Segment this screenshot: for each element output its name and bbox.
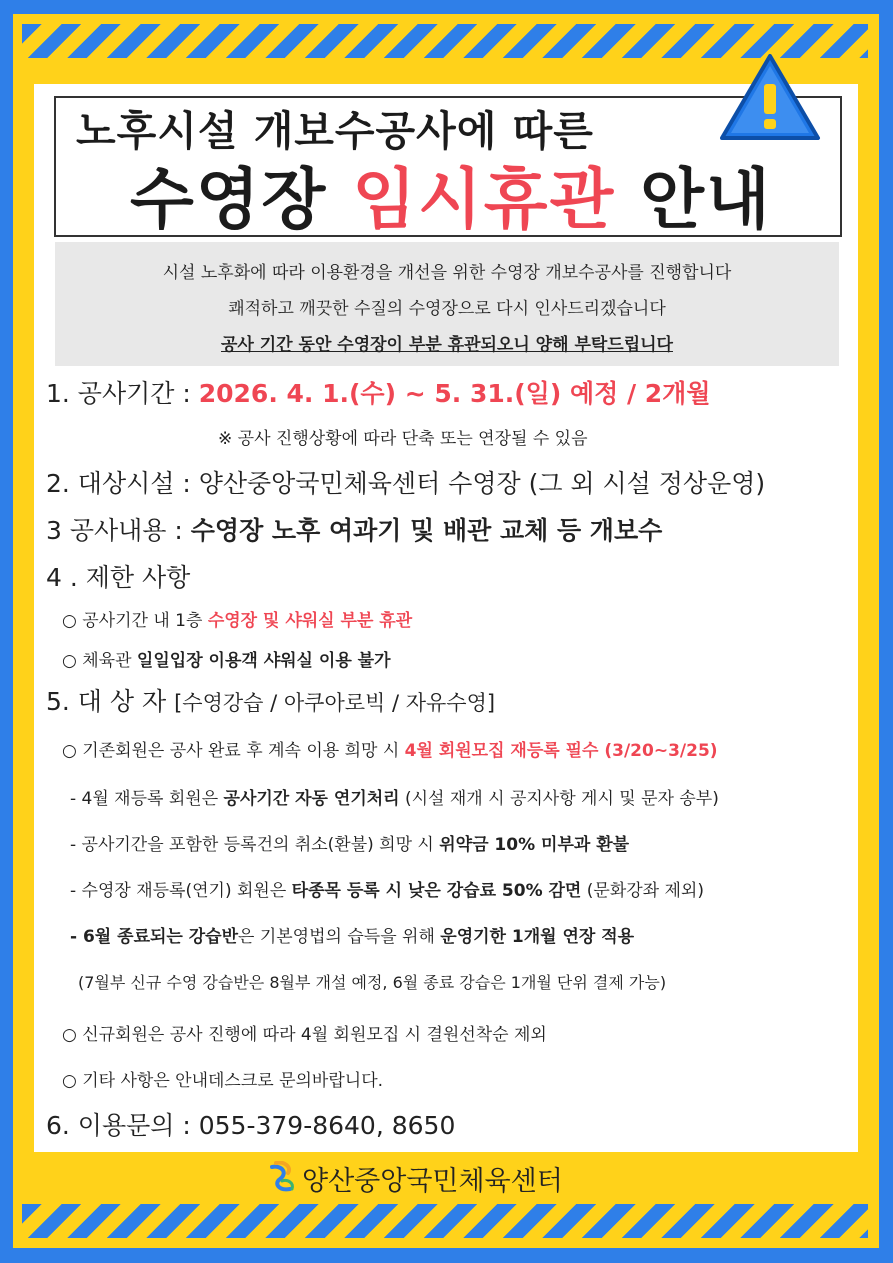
contact-value: 055-379-8640, 8650	[198, 1111, 456, 1140]
targets-row	[46, 682, 495, 718]
detail-1-note: (시설 재개 시 공지사항 게시 및 문자 송부)	[405, 789, 719, 809]
etc-row: ○ 기타 사항은 안내데스크로 문의바랍니다.	[62, 1071, 384, 1091]
contact-row	[46, 1106, 455, 1142]
restriction-item-2-highlight: 일일입장 이용객 샤워실 이용 불가	[136, 651, 391, 671]
content-value: 수영장 노후 여과기 및 배관 교체 등 개보수	[190, 516, 663, 545]
detail-3-text: - 수영장 재등록(연기) 회원은	[70, 881, 287, 901]
title-line-2	[130, 146, 772, 241]
new-members-row: ○ 신규회원은 공사 진행에 따라 4월 회원모집 시 결원선착순 제외	[62, 1025, 547, 1045]
center-logo-icon	[268, 1161, 296, 1195]
intro-line-1: 시설 노후화에 따라 이용환경을 개선을 위한 수영장 개보수공사를 진행합니다	[162, 263, 732, 283]
detail-row-4	[70, 922, 634, 947]
title-highlight: 임시휴관	[352, 161, 616, 238]
intro-line-2: 쾌적하고 깨끗한 수질의 수영장으로 다시 인사드리겠습니다	[228, 299, 666, 319]
contact-label: 6. 이용문의 :	[46, 1111, 191, 1140]
intro-box	[55, 242, 839, 366]
content-row	[46, 511, 662, 547]
content-label: 3 공사내용 :	[46, 516, 183, 545]
existing-members-highlight: 4월 회원모집 재등록 필수 (3/20~3/25)	[404, 741, 718, 761]
title-word-pool: 수영장	[130, 161, 328, 238]
detail-2-highlight: 위약금 10% 미부과 환불	[439, 835, 630, 855]
detail-1-highlight: 공사기간 자동 연기처리	[223, 789, 400, 809]
detail-row-1	[70, 784, 719, 809]
detail-3-highlight: 타종목 등록 시 낮은 강습료 50% 감면	[291, 881, 582, 901]
restriction-item-2-text: ○ 체육관	[62, 651, 132, 671]
detail-row-2	[70, 830, 629, 855]
detail-row-5: (7월부 신규 수영 강습반은 8월부 개설 예정, 6월 종료 강습은 1개월 단위 결제 가능)	[78, 973, 667, 992]
detail-4-highlight: - 6월 종료되는 강습반	[70, 927, 239, 947]
warning-triangle-icon	[718, 52, 822, 144]
detail-3-note: (문화강좌 제외)	[586, 881, 704, 901]
facility-value: 양산중앙국민체육센터 수영장 (그 외 시설 정상운영)	[198, 469, 766, 498]
title-word-notice: 안내	[640, 161, 772, 238]
facility-label: 2. 대상시설 :	[46, 469, 191, 498]
existing-members-text: ○ 기존회원은 공사 완료 후 계속 이용 희망 시	[62, 741, 400, 761]
restriction-item-1	[62, 606, 412, 631]
footer-center-name: 양산중앙국민체육센터	[302, 1165, 563, 1197]
period-note: ※ 공사 진행상황에 따라 단축 또는 연장될 수 있음	[218, 429, 588, 449]
footer	[268, 1158, 563, 1198]
targets-label: 5. 대 상 자	[46, 687, 167, 716]
restriction-item-1-highlight: 수영장 및 샤워실 부분 휴관	[207, 611, 413, 631]
detail-1-text: - 4월 재등록 회원은	[70, 789, 219, 809]
restrictions-heading: 4 . 제한 사항	[46, 563, 191, 592]
intro-line-3: 공사 기간 동안 수영장이 부분 휴관되오니 양해 부탁드립니다	[221, 335, 673, 355]
detail-row-3	[70, 876, 704, 901]
targets-value: [수영강습 / 아쿠아로빅 / 자유수영]	[174, 691, 496, 715]
hazard-stripe-bottom	[22, 1204, 868, 1238]
period-label: 1. 공사기간 :	[46, 379, 191, 408]
restriction-item-2	[62, 646, 391, 671]
facility-row	[46, 464, 765, 500]
period-row	[46, 374, 710, 410]
detail-4-text: 은 기본영법의 습득을 위해	[238, 927, 435, 947]
detail-4-highlight-2: 운영기한 1개월 연장 적용	[440, 927, 635, 947]
period-value: 2026. 4. 1.(수) ~ 5. 31.(일) 예정 / 2개월	[198, 379, 711, 408]
title-line-1: 노후시설 개보수공사에 따른	[76, 107, 594, 155]
detail-2-text: - 공사기간을 포함한 등록건의 취소(환불) 희망 시	[70, 835, 434, 855]
existing-members-row	[62, 736, 718, 761]
restriction-item-1-text: ○ 공사기간 내 1층	[62, 611, 203, 631]
